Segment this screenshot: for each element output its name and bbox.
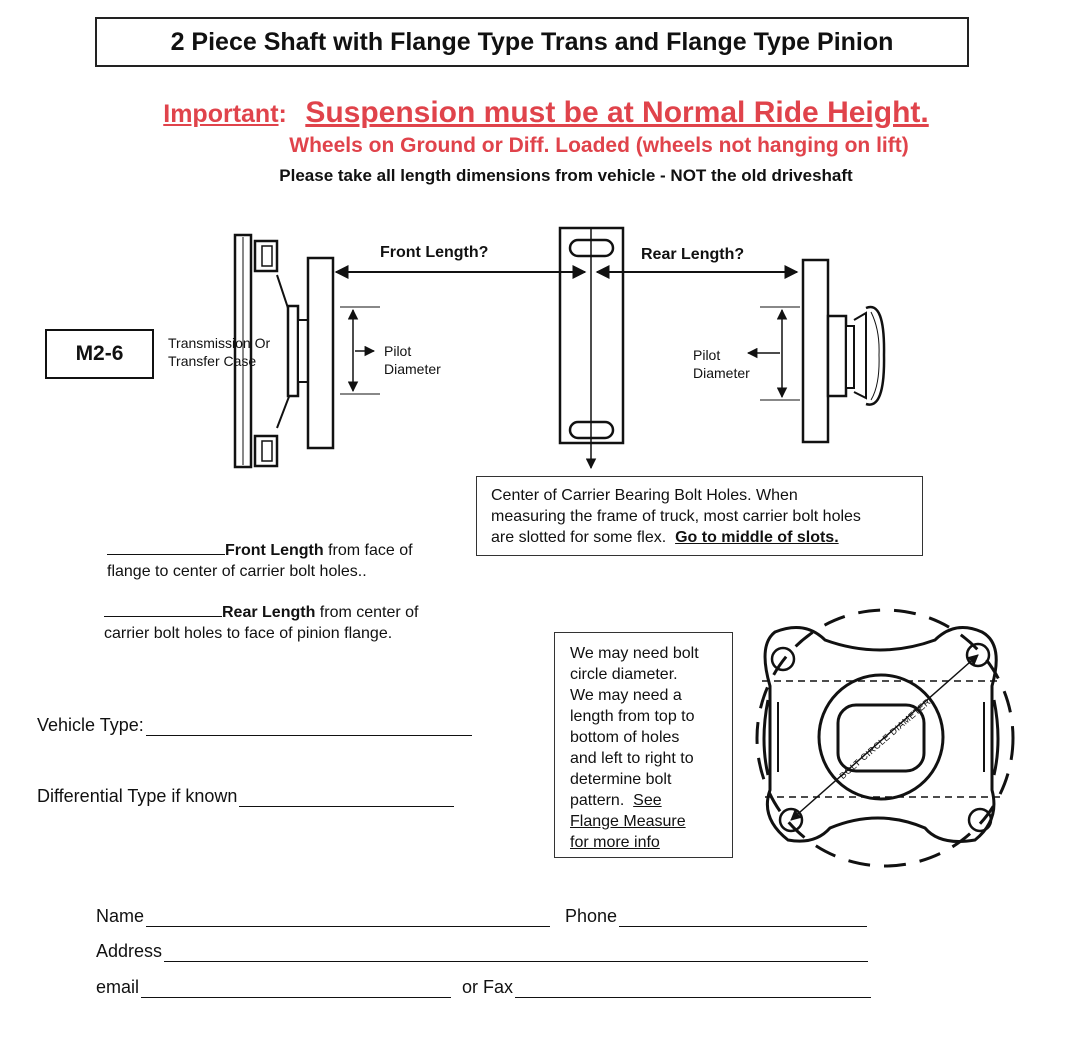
flange-measure-link-line3[interactable]: for more info (570, 834, 660, 851)
front-length-line2: flange to center of carrier bolt holes.. (107, 563, 367, 580)
phone-label: Phone (565, 906, 618, 926)
phone-input[interactable] (619, 908, 867, 927)
rear-length-instruction (104, 602, 419, 644)
name-input[interactable] (146, 908, 550, 927)
carrier-note-line2: measuring the frame of truck, most carrier bolt holes (491, 508, 861, 525)
bolt-note-line: and left to right to (570, 750, 694, 767)
name-label: Name (96, 906, 145, 926)
front-length-label: Front Length? (380, 244, 489, 261)
transmission-label (168, 334, 270, 370)
rear-length-blank[interactable] (104, 602, 222, 617)
warning-colon: : (278, 100, 287, 128)
pinion-flange-drawing (803, 260, 884, 442)
email-input[interactable] (141, 979, 451, 998)
carrier-note-line1: Center of Carrier Bearing Bolt Holes. When (491, 487, 798, 504)
bolt-note-line: determine bolt (570, 771, 672, 788)
front-length-instruction (107, 540, 413, 582)
pilot-label-right-line1: Pilot (693, 347, 721, 363)
bolt-circle-label: BOLT CIRCLE DIAMETER (837, 696, 933, 781)
bolt-note-line: We may need a (570, 687, 682, 704)
address-label: Address (96, 941, 163, 961)
vehicle-type-label: Vehicle Type: (37, 715, 144, 735)
rear-length-line2: carrier bolt holes to face of pinion flange. (104, 625, 393, 642)
fax-input[interactable] (515, 979, 871, 998)
bolt-note-line: circle diameter. (570, 666, 678, 683)
pilot-label-right-line2: Diameter (693, 365, 750, 381)
warning-label: Important (163, 100, 279, 128)
bolt-note-tail: pattern. (570, 792, 625, 809)
page-title-text: 2 Piece Shaft with Flange Type Trans and Flange Type Pinion (170, 27, 894, 56)
pilot-label-left (384, 342, 441, 378)
bolt-note-line: length from top to (570, 708, 695, 725)
vehicle-type-field (37, 715, 472, 736)
rear-length-label: Rear Length? (641, 246, 745, 263)
phone-field (565, 906, 867, 927)
carrier-note-emphasis: Go to middle of slots. (675, 529, 839, 546)
address-field (96, 941, 868, 962)
bolt-note-line: bottom of holes (570, 729, 680, 746)
transmission-label-line2: Transfer Case (168, 353, 257, 369)
pilot-label-left-line1: Pilot (384, 343, 412, 359)
pilot-label-left-line2: Diameter (384, 361, 441, 377)
email-label: email (96, 977, 140, 997)
pilot-dimension-left (340, 307, 380, 394)
vehicle-type-input[interactable] (146, 717, 472, 736)
bolt-circle-note (554, 632, 733, 858)
pilot-dimension-right (748, 307, 800, 400)
model-code-box (45, 329, 154, 379)
carrier-note-line3 (491, 527, 912, 548)
bolt-note-line: We may need bolt (570, 645, 699, 662)
warning-sub: Wheels on Ground or Diff. Loaded (wheels not hanging on lift) (289, 134, 909, 157)
measurement-note: Please take all length dimensions from vehicle - NOT the old driveshaft (279, 166, 853, 185)
front-length-rest: from face of (323, 542, 413, 559)
name-field (96, 906, 550, 927)
email-field (96, 977, 451, 998)
front-length-bold: Front Length (225, 542, 324, 559)
rear-length-bold: Rear Length (222, 604, 316, 621)
carrier-bearing-drawing (560, 228, 623, 468)
front-length-blank[interactable] (107, 540, 225, 555)
fax-field (462, 977, 871, 998)
differential-type-input[interactable] (239, 788, 454, 807)
pilot-label-right (693, 346, 750, 382)
fax-label: or Fax (462, 977, 514, 997)
warning-main: Suspension must be at Normal Ride Height. (305, 96, 929, 129)
transmission-label-line1: Transmission Or (168, 335, 271, 351)
model-code: M2-6 (75, 342, 124, 365)
flange-measure-link[interactable]: See (633, 792, 662, 809)
differential-type-field (37, 786, 454, 807)
carrier-note-line3-text: are slotted for some flex. (491, 529, 667, 546)
differential-type-label: Differential Type if known (37, 786, 238, 806)
flange-measure-link-line2[interactable]: Flange Measure (570, 813, 686, 830)
address-input[interactable] (164, 943, 868, 962)
rear-length-rest: from center of (315, 604, 419, 621)
carrier-bolt-note (476, 476, 923, 556)
bolt-note-line (570, 790, 724, 811)
